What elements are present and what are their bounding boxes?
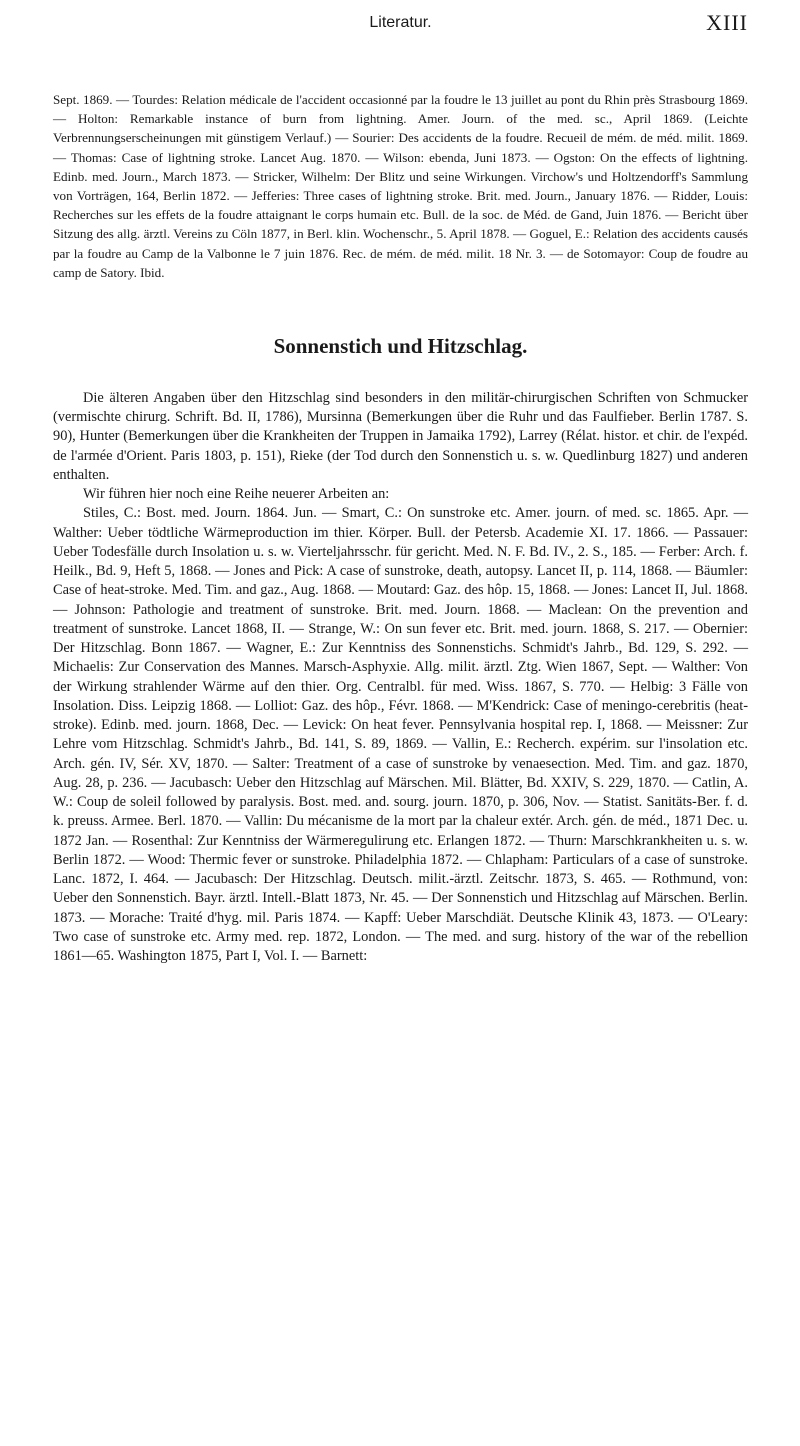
lightning-references: Sept. 1869. — Tourdes: Relation médicale de l'accident occasionné par la foudre le 13 juillet au pont du Rhin près Strasbourg 1869. — Holton: Remarkable instance of burn from lightning. Amer. Journ. of the med. sc., April 1869. (Leichte Verbrennungserscheinungen mit günstigem Verlauf.) — Sourier: Des accidents de la foudre. Recueil de mém. de méd. milit. 1869. — Thomas: Case of lightning stroke. Lancet Aug. 1870. — Wilson: ebenda, Juni 1873. — Ogston: On the effects of lightning. Edinb. med. Journ., March 1873. — Stricker, Wilhelm: Der Blitz und seine Wirkungen. Virchow's und Holtzendorff's Sammlung von Vorträgen, 164, Berlin 1872. — Jefferies: Three cases of lightning stroke. Brit. med. Journ., January 1876. — Ridder, Louis: Recherches sur les effets de la foudre attaignant le corps humain etc. Bull. de la soc. de Méd. de Gand, Juin 1876. — Bericht über Sitzung des allg. ärztl. Vereins zu Cöln 1877, in Berl. klin. Wochenschr., 5. April 1878. — Goguel, E.: Relation des accidents causés par la foudre au Camp de la Valbonne le 7 juin 1876. Rec. de mém. de méd. milit. 18 Nr. 3. — de Sotomayor: Coup de foudre au camp de Satory. Ibid. bbox=[53, 92, 748, 280]
section-title: Sonnenstich und Hitzschlag. bbox=[273, 334, 528, 359]
page-header bbox=[53, 0, 748, 44]
page-number: XIII bbox=[706, 10, 748, 35]
references-lead-in: Wir führen hier noch eine Reihe neuerer Arbeiten an: bbox=[83, 486, 390, 503]
intro-paragraph: Die älteren Angaben über den Hitzschlag sind besonders in den militär-chirurgischen Schriften von Schmucker (vermischte chirurg. Schrift. Bd. II, 1786), Mursinna (Bemerkungen über die Ruhr und das Faulfieber. Berlin 1787. S. 90), Hunter (Bemerkungen über die Krankheiten der Truppen in Jamaika 1792), Larrey (Rélat. histor. et chir. de l'expéd. de l'armée d'Orient. Paris 1803, p. 151), Rieke (der Tod durch den Sonnenstich u. s. w. Quedlinburg 1827) und anderen enthalten. bbox=[53, 390, 748, 483]
sunstroke-references: Stiles, C.: Bost. med. Journ. 1864. Jun. — Smart, C.: On sunstroke etc. Amer. journ. of med. sc. 1865. Apr. — Walther: Ueber tödtliche Wärmeproduction im thier. Körper. Bull. der Petersb. Academie XI. 17. 1866. — Passauer: Ueber Todesfälle durch Insolation u. s. w. Vierteljahrsschr. für gericht. Med. N. F. Bd. IV., 2. S., 185. — Ferber: Arch. f. Heilk., Bd. 9, Heft 5, 1868. — Jones and Pick: A case of sunstroke, death, autopsy. Lancet II, p. 114, 1868. — Bäumler: Case of heat-stroke. Med. Tim. and gaz., Aug. 1868. — Moutard: Gaz. des hôp. 15, 1868. — Jones: Lancet II, Jul. 1868. — Johnson: Pathologie and treatment of sunstroke. Brit. med. Journ. 1868. — Maclean: On the prevention and treatment of sunstroke. Lancet 1868, II. — Strange, W.: On sun fever etc. Brit. med. journ. 1868, S. 217. — Obernier: Der Hitzschlag. Bonn 1867. — Wagner, E.: Zur Kenntniss des Sonnenstichs. Schmidt's Jahrb., Bd. 129, S. 292. — Michaelis: Zur Conservation des Mannes. Marsch-Asphyxie. Allg. milit. ärztl. Ztg. Wien 1867, Sept. — Walther: Von der Wirkung strahlender Wärme auf den thier. Org. Centralbl. für med. Wiss. 1867, S. 770. — Helbig: 3 Fälle von Insolation. Diss. Leipzig 1868. — Lolliot: Gaz. des hôp., Févr. 1868. — M'Kendrick: Case of meningo-cerebritis (heat-stroke). Edinb. med. journ. 1868, Dec. — Levick: On heat fever. Pennsylvania hospital rep. I, 1868. — Meissner: Zur Lehre vom Hitzschlag. Schmidt's Jahrb., Bd. 141, S. 89, 1869. — Vallin, E.: Recherch. expérim. sur l'insolation etc. Arch. gén. IV, Sér. XV, 1870. — Salter: Treatment of a case of sunstroke by venaesection. Med. Tim. and gaz. 1870, Aug. 28, p. 236. — Jacubasch: Ueber den Hitzschlag auf Märschen. Mil. Blätter, Bd. XXIV, S. 229, 1870. — Catlin, A. W.: Coup de soleil followed by paralysis. Bost. med. and. sourg. journ. 1870, p. 306, Nov. — Statist. Sanitäts-Ber. f. d. k. preuss. Armee. Berl. 1870. — Vallin: Du mécanisme de la mort par la chaleur extér. Arch. gén. de méd., 1871 Dec. u. 1872 Jan. — Rosenthal: Zur Kenntniss der Wärmeregulirung etc. Erlangen 1872. — Thurn: Marschkrankheiten u. s. w. Berlin 1872. — Wood: Thermic fever or sunstroke. Philadelphia 1872. — Chlapham: Particulars of a case of sunstroke. Lanc. 1872, I. 464. — Jacubasch: Der Hitzschlag. Deutsch. milit.-ärztl. Zeitschr. 1873, S. 465. — Rothmund, von: Ueber den Sonnenstich. Bayr. ärztl. Intell.-Blatt 1873, Nr. 45. — Der Sonnenstich und Hitzschlag auf Märschen. Berlin. 1873. — Morache: Traité d'hyg. mil. Paris 1874. — Kapff: Ueber Marschdiät. Deutsche Klinik 43, 1873. — O'Leary: Two case of sunstroke etc. Army med. rep. 1872, London. — The med. and surg. history of the war of the rebellion 1861—65. Washington 1875, Part I, Vol. I. — Barnett: bbox=[53, 505, 748, 964]
running-head: Literatur. bbox=[369, 14, 432, 31]
